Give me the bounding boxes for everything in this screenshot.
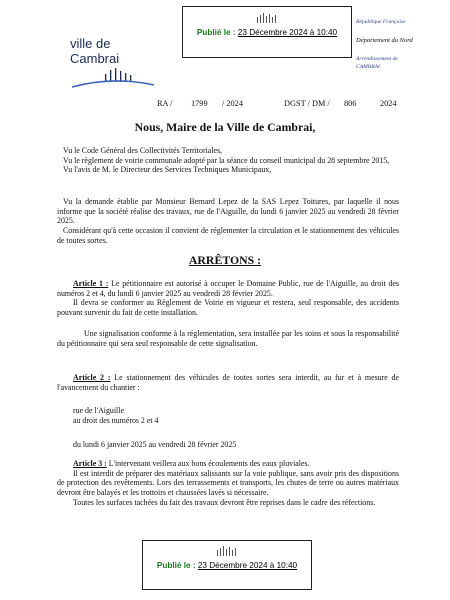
considerant-text: Considérant qu'à cette occasion il convient de réglementer la circulation et le stationnement des véhicules de toutes sortes. xyxy=(57,226,399,245)
vu-item: Vu le Code Général des Collectivités Territoriales, xyxy=(63,146,223,155)
article-2-dates: du lundi 6 janvier 2025 au vendredi 28 février 2025 xyxy=(73,439,237,449)
article-3-para xyxy=(57,459,399,469)
article-2-numbers: au droit des numéros 2 et 4 xyxy=(73,416,159,426)
ra-number: 1799 xyxy=(191,99,208,108)
department-label: Département du Nord xyxy=(356,37,413,44)
publication-stamp-top xyxy=(182,6,352,58)
ra-year: / 2024 xyxy=(222,99,243,108)
article-3-p3: Toutes les surfaces tachées du fait des travaux devront être reprises dans le cadre des réfections. xyxy=(73,497,376,507)
skyline-icon xyxy=(70,68,156,90)
dgst-year: 2024 xyxy=(380,99,397,108)
ra-label: RA / xyxy=(157,99,173,108)
demande-text: Vu la demande établie par Monsieur Bernard Lepez de la SAS Lepez Toitures, par laquelle il nous informe que la société réalise des travaux, rue de l'Aiguille, du lundi 6 janvier 2025 au vendredi 28 février 2025. xyxy=(57,197,399,226)
stamp-barcode-icon xyxy=(215,546,239,556)
arrondissement-name: CAMBRAI xyxy=(356,64,380,70)
reference-line xyxy=(0,99,450,111)
logo-text: ville de Cambrai xyxy=(70,36,120,66)
article-2-street: rue de l'Aiguille xyxy=(73,406,124,416)
arretons-heading: ARRÊTONS : xyxy=(188,253,262,267)
article-1-p2: Il devra se conformer au Règlement de Voirie en vigueur et restera, seul responsable, des accidents pouvant survenir du fait de cette installation. xyxy=(57,298,399,318)
article-2-label: Article 2 : xyxy=(73,373,111,382)
stamp-label: Publié le : xyxy=(156,561,196,570)
article-1-p3: Une signalisation conforme à la réglementation, sera installée par les soins et sous la responsabilité du pétitionnaire qui sera seul responsable de cette signalisation. xyxy=(57,328,399,348)
article-2-text: Le stationnement des véhicules de toutes sortes sera interdit, au fur et à mesure de l'avancement du chantier : xyxy=(57,373,399,392)
page-title: Nous, Maire de la Ville de Cambrai, xyxy=(134,120,316,134)
arrondissement-label: Arrondissement de xyxy=(356,56,398,62)
demande-block xyxy=(57,197,399,246)
vu-item: Vu l'avis de M. le Directeur des Services Techniques Municipaux, xyxy=(63,165,272,175)
publication-stamp-bottom xyxy=(142,540,312,590)
republic-label: République Française xyxy=(356,19,406,25)
article-3 xyxy=(57,459,399,508)
dgst-label: DGST / DM / xyxy=(284,99,330,108)
stamp-date: 23 Décembre 2024 à 10:40 xyxy=(237,28,338,37)
article-1-para xyxy=(57,279,399,298)
article-3-text: L'intervenant veillera aux bons écoulements des eaux pluviales. xyxy=(106,459,310,468)
article-1-text: Le pétitionnaire est autorisé à occuper le Domaine Public, rue de l'Aiguille, au droit des numéros 2 et 4, du lundi 6 janvier 2025 au vendredi 28 février 2025. xyxy=(57,279,399,298)
article-1-label: Article 1 : xyxy=(73,279,109,288)
dgst-number: 806 xyxy=(344,99,357,108)
article-3-p2: Il est interdit de préparer des matériaux salissants sur la voie publique, sans avoir pris des dispositions de protection des revêtements. Lors des terrassements et transports, les chutes de terre ou autres matériaux devront être balayés et les trottoirs et chaussées lavés si nécessaire. xyxy=(57,468,399,498)
article-1 xyxy=(57,279,399,348)
stamp-barcode-icon xyxy=(255,13,279,23)
stamp-date: 23 Décembre 2024 à 10:40 xyxy=(197,561,298,570)
article-3-label: Article 3 : xyxy=(73,459,107,468)
vu-block xyxy=(57,146,399,175)
article-2-para xyxy=(57,373,399,392)
article-2 xyxy=(57,373,399,450)
stamp-label: Publié le : xyxy=(196,28,236,37)
vu-item: Vu le règlement de voirie communale adopté par la séance du conseil municipal du 28 septembre 2015, xyxy=(63,155,390,165)
city-logo xyxy=(70,36,160,90)
